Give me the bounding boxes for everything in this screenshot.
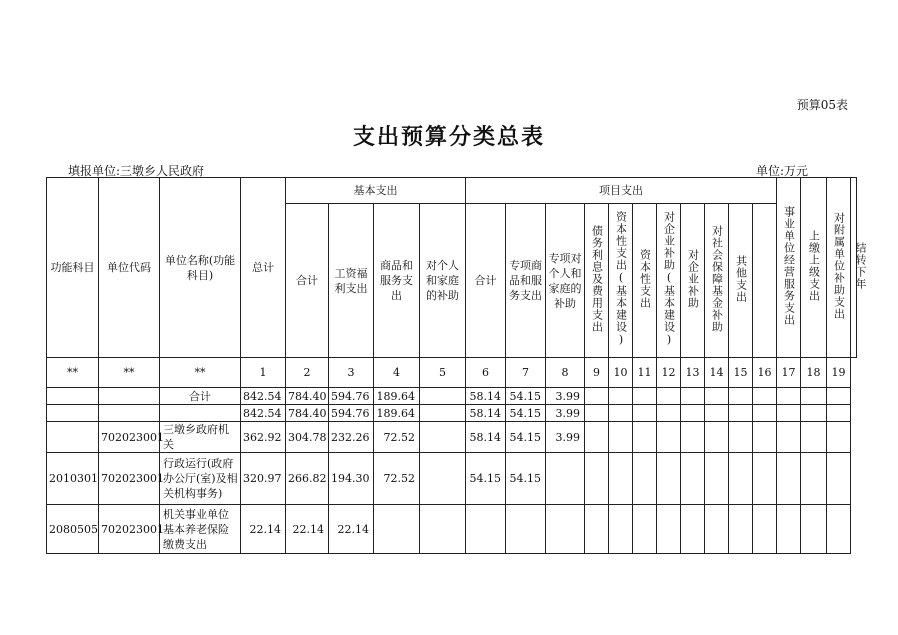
unit-name-cell: 合计 <box>160 388 241 405</box>
index-cell: ** <box>160 358 241 388</box>
goods-cell: 72.52 <box>374 453 420 505</box>
personal-cell <box>420 422 466 453</box>
header-affiliated: 对附属单位补助支出 <box>832 211 846 320</box>
header-unit-code: 单位代码 <box>99 178 160 358</box>
basic-sum-cell: 304.78 <box>286 422 329 453</box>
index-cell: 9 <box>585 358 609 388</box>
header-ent-subsidy: 对企业补助 <box>686 248 700 309</box>
unit-code-cell: 702023001 <box>99 453 160 505</box>
proj-sum-cell: 58.14 <box>466 405 506 422</box>
header-personal: 对个人和家庭的补助 <box>420 204 466 358</box>
header-upper: 上缴上级支出 <box>807 229 821 302</box>
index-row <box>47 358 857 388</box>
func-code-cell <box>47 388 99 405</box>
index-cell: 18 <box>801 358 827 388</box>
unit-code-cell: 702023001 <box>99 422 160 453</box>
index-cell: 16 <box>753 358 777 388</box>
table-row <box>47 505 857 554</box>
header-basic-sum: 合计 <box>286 204 329 358</box>
personal-cell <box>420 388 466 405</box>
proj-goods-cell: 54.15 <box>506 388 546 405</box>
header-salary: 工资福利支出 <box>329 204 374 358</box>
total-cell: 842.54 <box>241 388 286 405</box>
proj-goods-cell: 54.15 <box>506 453 546 505</box>
index-cell: 2 <box>286 358 329 388</box>
index-cell: 4 <box>374 358 420 388</box>
personal-cell <box>420 453 466 505</box>
index-cell: 14 <box>705 358 729 388</box>
proj-sum-cell: 58.14 <box>466 388 506 405</box>
header-proj-sum: 合计 <box>466 204 506 358</box>
header-basic: 基本支出 <box>286 178 466 204</box>
goods-cell: 189.64 <box>374 388 420 405</box>
budget-table <box>46 177 868 554</box>
page-title: 支出预算分类总表 <box>352 125 545 150</box>
index-cell: 5 <box>420 358 466 388</box>
index-cell: 8 <box>546 358 585 388</box>
header-capital-basic: 资本性支出(基本建设) <box>614 210 628 347</box>
salary-cell: 594.76 <box>329 388 374 405</box>
func-code-cell: 2080505 <box>47 505 99 554</box>
goods-cell: 189.64 <box>374 405 420 422</box>
proj-goods-cell <box>506 505 546 554</box>
table-row <box>47 405 857 422</box>
table-row <box>47 453 857 505</box>
proj-goods-cell: 54.15 <box>506 422 546 453</box>
unit-code-cell <box>99 405 160 422</box>
index-cell: 10 <box>609 358 633 388</box>
basic-sum-cell: 266.82 <box>286 453 329 505</box>
header-other: 其他支出 <box>734 254 748 303</box>
func-code-cell <box>47 422 99 453</box>
proj-personal-cell: 3.99 <box>546 388 585 405</box>
header-social-fund: 对社会保障基金补助 <box>710 224 724 333</box>
index-cell: 11 <box>633 358 657 388</box>
index-cell: 7 <box>506 358 546 388</box>
unit-name-cell <box>160 405 241 422</box>
index-cell: 17 <box>777 358 801 388</box>
total-cell: 362.92 <box>241 422 286 453</box>
total-cell: 842.54 <box>241 405 286 422</box>
unit-name-cell: 行政运行(政府办公厅(室)及相关机构事务) <box>160 453 241 505</box>
header-proj-personal: 专项对个人和家庭的补助 <box>546 204 585 358</box>
unit-name-cell: 三墩乡政府机关 <box>160 422 241 453</box>
index-cell: ** <box>47 358 99 388</box>
func-code-cell <box>47 405 99 422</box>
header-goods: 商品和服务支出 <box>374 204 420 358</box>
index-cell: 19 <box>827 358 851 388</box>
proj-personal-cell: 3.99 <box>546 422 585 453</box>
index-cell: 12 <box>657 358 681 388</box>
basic-sum-cell: 784.40 <box>286 405 329 422</box>
header-ent-subsidy-basic: 对企业补助(基本建设) <box>662 210 676 347</box>
salary-cell: 22.14 <box>329 505 374 554</box>
header-debt: 债务利息及费用支出 <box>590 224 604 333</box>
proj-sum-cell: 54.15 <box>466 453 506 505</box>
total-cell: 320.97 <box>241 453 286 505</box>
header-total: 总计 <box>241 178 286 358</box>
header-carry: 结转下年 <box>854 241 868 290</box>
proj-goods-cell: 54.15 <box>506 405 546 422</box>
proj-personal-cell <box>546 453 585 505</box>
goods-cell <box>374 505 420 554</box>
header-business: 事业单位经营服务支出 <box>782 205 796 326</box>
header-project: 项目支出 <box>466 178 777 204</box>
index-cell: 3 <box>329 358 374 388</box>
currency-unit: 单位:万元 <box>755 164 808 178</box>
index-cell: 15 <box>729 358 753 388</box>
proj-sum-cell: 58.14 <box>466 422 506 453</box>
header-unit-name: 单位名称(功能科目) <box>160 178 241 358</box>
form-number: 预算05表 <box>796 98 848 112</box>
table-row <box>47 422 857 453</box>
basic-sum-cell: 784.40 <box>286 388 329 405</box>
basic-sum-cell: 22.14 <box>286 505 329 554</box>
personal-cell <box>420 405 466 422</box>
header-func-code: 功能科目 <box>47 178 99 358</box>
goods-cell: 72.52 <box>374 422 420 453</box>
unit-code-cell: 702023001 <box>99 505 160 554</box>
unit-code-cell <box>99 388 160 405</box>
salary-cell: 232.26 <box>329 422 374 453</box>
func-code-cell: 2010301 <box>47 453 99 505</box>
filler-unit: 填报单位:三墩乡人民政府 <box>68 164 205 178</box>
unit-name-cell: 机关事业单位基本养老保险缴费支出 <box>160 505 241 554</box>
salary-cell: 594.76 <box>329 405 374 422</box>
index-cell: ** <box>99 358 160 388</box>
proj-personal-cell <box>546 505 585 554</box>
salary-cell: 194.30 <box>329 453 374 505</box>
index-cell: 13 <box>681 358 705 388</box>
personal-cell <box>420 505 466 554</box>
header-proj-goods: 专项商品和服务支出 <box>506 204 546 358</box>
header-capital: 资本性支出 <box>638 248 652 309</box>
total-cell: 22.14 <box>241 505 286 554</box>
proj-sum-cell <box>466 505 506 554</box>
table-row <box>47 388 857 405</box>
proj-personal-cell: 3.99 <box>546 405 585 422</box>
index-cell: 6 <box>466 358 506 388</box>
index-cell: 1 <box>241 358 286 388</box>
